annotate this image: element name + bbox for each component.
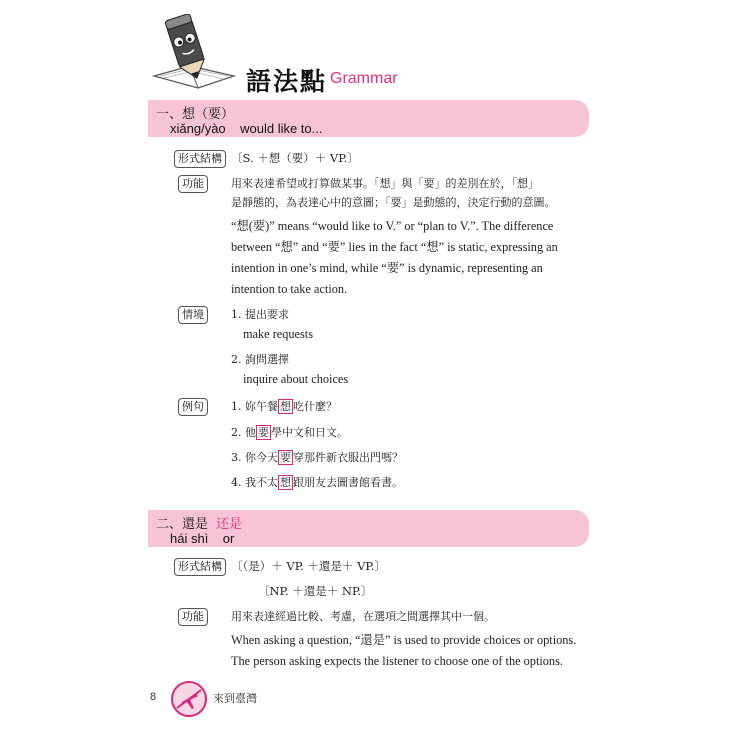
keyword-highlight: 要	[280, 451, 291, 464]
section-pinyin: hái shì	[170, 531, 209, 546]
structure-pattern: 〔NP. ＋還是＋ NP.〕	[258, 584, 373, 598]
structure-label: 形式結構	[174, 150, 226, 168]
section-gloss: or	[222, 531, 235, 546]
situation-label: 情境	[178, 306, 208, 324]
keyword-highlight: 要	[258, 426, 269, 439]
mascot-pencil-icon	[150, 14, 242, 94]
function-zh-line: 用來表達希望或打算做某事。「想」與「要」的差別在於，「想」	[231, 177, 539, 190]
function-en: When asking a question, “還是” is used to provide choices or options. The person asking expects the listener to choose one of the options.	[231, 633, 577, 668]
structure-label: 形式結構	[174, 558, 226, 576]
function-label: 功能	[178, 608, 208, 626]
page-subtitle: Grammar	[330, 70, 398, 87]
example-sentence: 2. 他 要 學中文和日文。	[231, 426, 348, 439]
situation-zh: 1. 提出要求	[231, 308, 289, 321]
section-gloss: would like to...	[240, 121, 323, 136]
section-2-header	[148, 510, 589, 547]
function-label: 功能	[178, 175, 208, 193]
section-headword: 還是	[182, 517, 209, 532]
section-pinyin: xiǎng/yào	[170, 121, 226, 136]
book-title: 來到臺灣	[213, 692, 257, 705]
airplane-logo-icon	[170, 680, 208, 718]
section-1-header	[148, 100, 589, 137]
function-zh-line: 用來表達經過比較、考慮，在選項之間選擇其中一個。	[231, 610, 495, 623]
function-zh-line: 是靜態的，為表達心中的意圖；「要」是動態的，決定行動的意圖。	[231, 196, 556, 209]
section-number: 二、	[156, 517, 183, 532]
situation-en: inquire about choices	[243, 372, 349, 386]
section-number: 一、	[156, 107, 183, 122]
page-title: 語法點	[246, 67, 328, 96]
structure-pattern: 〔（是）＋ VP. ＋還是＋ VP.〕	[231, 559, 386, 573]
keyword-highlight: 想	[280, 400, 291, 413]
keyword-highlight: 想	[280, 476, 291, 489]
example-sentence: 1. 妳午餐 想 吃什麼？	[231, 400, 337, 413]
situation-zh: 2. 詢問選擇	[231, 353, 289, 366]
example-sentence: 4. 我不太 想 跟朋友去圖書館看書。	[231, 476, 403, 489]
section-headword: 想（要）	[182, 107, 235, 122]
structure-pattern: 〔S. ＋想（要）＋ VP.〕	[231, 151, 359, 165]
example-sentence: 3. 你今天 要 穿那件新衣服出門嗎？	[231, 451, 403, 464]
example-label: 例句	[178, 398, 208, 416]
section-simplified: 还是	[216, 517, 243, 532]
page-number: 8	[150, 691, 157, 703]
function-en: “想(要)” means “would like to V.” or “plan to V.”. The difference between “想” and “要” lies in the fact “想” is static, expressing an intention in one’s mind, while “要” is dynamic, representing an intention to take action.	[231, 219, 558, 296]
situation-en: make requests	[243, 327, 313, 341]
